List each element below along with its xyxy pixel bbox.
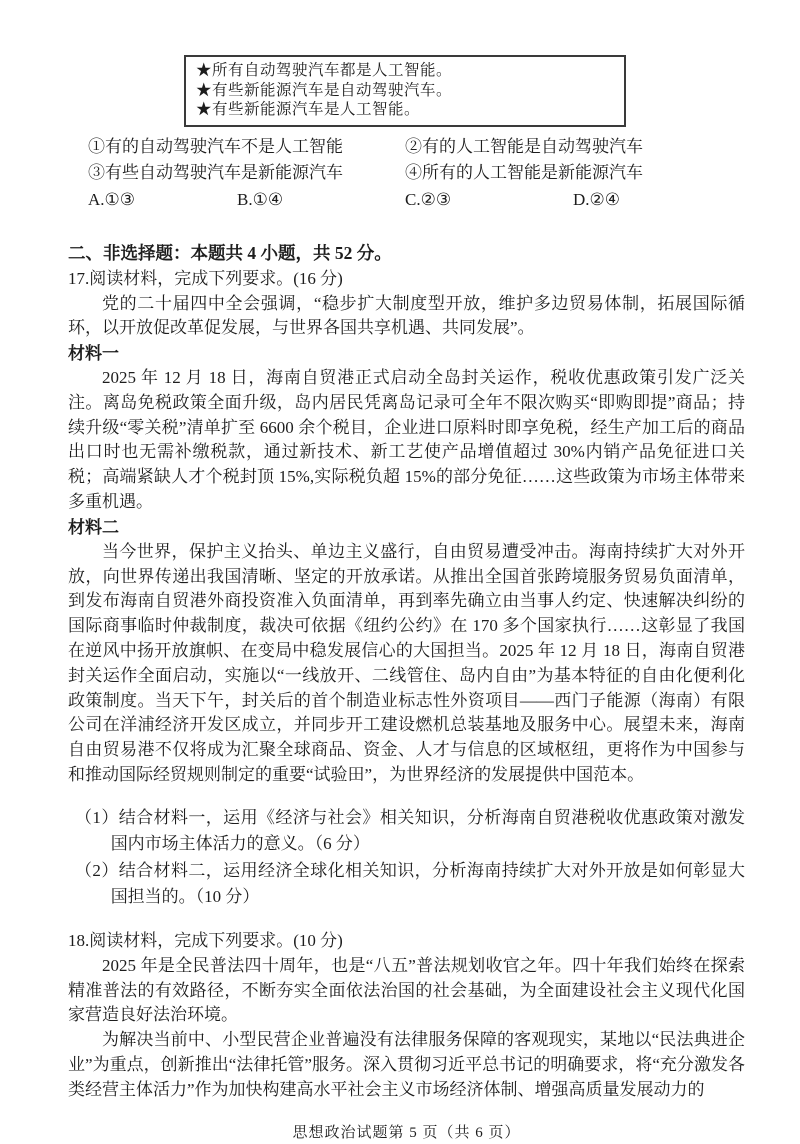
q16-choice-b: B.①④ [237, 189, 284, 209]
q18-intro: 18.阅读材料，完成下列要求。(10 分) [68, 930, 343, 950]
q16-option-1: ①有的自动驾驶汽车不是人工智能 [88, 136, 343, 156]
statement-line-1: ★所有自动驾驶汽车都是人工智能。 [196, 62, 453, 79]
q17-material2-label: 材料二 [68, 517, 119, 537]
q17-lead-paragraph: 党的二十届四中全会强调，“稳步扩大制度型开放，维护多边贸易体制，拓展国际循环，以开放促改革促发展，与世界各国共享机遇、共同发展”。 [68, 293, 745, 338]
q17-material1-paragraph: 2025 年 12 月 18 日，海南自贸港正式启动全岛封关运作，税收优惠政策引发广泛关注。离岛免税政策全面升级，岛内居民凭离岛记录可全年不限次购买“即购即提”商品；持续升级“零关税”清单扩至 6600 余个税目，企业进口原料时即享免税，经生产加工后的商品出口时也无需补缴税款，通过新技术、新工艺使产品增值超过 30%内销产品免征进口关税；高端紧缺人才个税封顶 15%,实际税负超 15%的部分免征……这些政策为市场主体带来多重机遇。 [68, 368, 745, 512]
q16-choice-d: D.②④ [573, 189, 621, 209]
q16-option-4: ④所有的人工智能是新能源汽车 [405, 162, 643, 182]
q16-option-2: ②有的人工智能是自动驾驶汽车 [405, 136, 643, 156]
q17-material1-label: 材料一 [68, 344, 119, 364]
q17-intro: 17.阅读材料，完成下列要求。(16 分) [68, 268, 343, 288]
q16-numbered-options [88, 134, 745, 186]
q16-option-3: ③有些自动驾驶汽车是新能源汽车 [88, 162, 343, 182]
q17-subquestion-2: （2）结合材料二，运用经济全球化相关知识，分析海南持续扩大对外开放是如何彰显大国担当的。（10 分） [75, 860, 745, 907]
q17-material2-paragraph: 当今世界，保护主义抬头、单边主义盛行，自由贸易遭受冲击。海南持续扩大对外开放，向世界传递出我国清晰、坚定的开放承诺。从推出全国首张跨境服务贸易负面清单，到发布海南自贸港外商投资准入负面清单，再到率先确立由当事人约定、快速解决纠纷的国际商事临时仲裁制度，裁决可依据《纽约公约》在 170 多个国家执行……这彰显了我国在逆风中扬开放旗帜、在变局中稳发展信心的大国担当。2025 年 12 月 18 日，海南自贸港封关运作全面启动，实施以“一线放开、二线管住、岛内自由”为基本特征的自由化便利化政策制度。当天下午，封关后的首个制造业标志性外资项目——西门子能源（海南）有限公司在洋浦经济开发区成立，并同步开工建设燃机总装基地及服务中心。展望未来，海南自由贸易港不仅将成为汇聚全球商品、资金、人才与信息的区域枢纽，更将作为中国参与和推动国际经贸规则制定的重要“试验田”，为世界经济的发展提供中国范本。 [68, 541, 745, 785]
q16-choice-a: A.①③ [88, 189, 136, 209]
page-footer: 思想政治试题第 5 页（共 6 页） [292, 1124, 521, 1141]
q16-choice-c: C.②③ [405, 189, 452, 209]
q18-paragraph-1: 2025 年是全民普法四十周年，也是“八五”普法规划收官之年。四十年我们始终在探索精准普法的有效路径，不断夯实全面依法治国的社会基础，为全面建设社会主义现代化国家营造良好法治环境。 [68, 955, 745, 1025]
q16-answer-choices [88, 187, 745, 213]
q18-paragraph-2: 为解决当前中、小型民营企业普遍没有法律服务保障的客观现实，某地以“民法典进企业”为重点，创新推出“法律托管”服务。深入贯彻习近平总书记的明确要求，将“充分激发各类经营主体活力”作为加快构建高水平社会主义市场经济体制、增强高质量发展动力的 [68, 1030, 745, 1099]
statement-line-2: ★有些新能源汽车是自动驾驶汽车。 [196, 81, 453, 99]
statement-line-3: ★有些新能源汽车是人工智能。 [196, 101, 421, 118]
statement-box [184, 55, 626, 127]
section2-heading: 二、非选择题：本题共 4 小题，共 52 分。 [68, 242, 392, 263]
q17-subquestion-1: （1）结合材料一，运用《经济与社会》相关知识，分析海南自贸港税收优惠政策对激发国内市场主体活力的意义。（6 分） [75, 807, 745, 854]
